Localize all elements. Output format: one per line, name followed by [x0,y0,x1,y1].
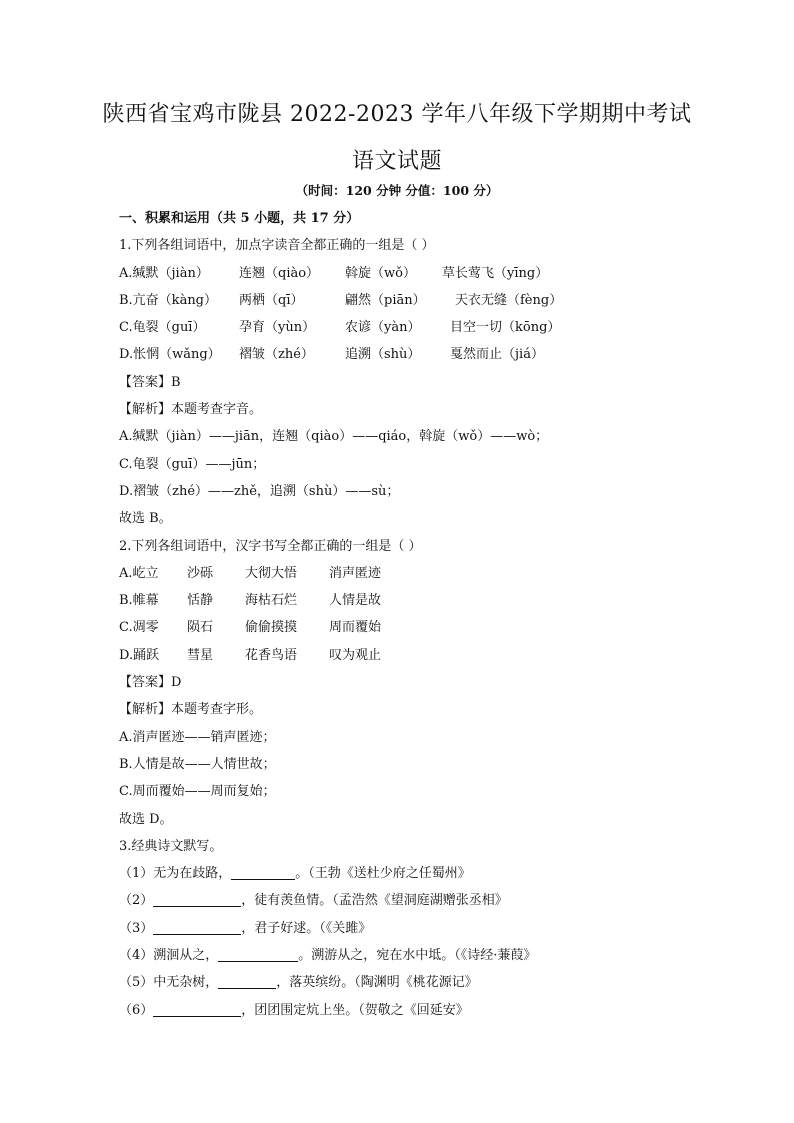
option-cell: 人情是故 [329,593,382,609]
q1-option-b [119,287,689,314]
q1-analysis-line: A.缄默（jiàn）——jiān，连翘（qiào）——qiáo，斡旋（wǒ）——wò； [119,429,549,445]
q2-option-d [119,642,689,669]
question-2-stem: 2.下列各组词语中，汉字书写全都正确的一组是（ ） [119,538,422,554]
q2-answer: 【答案】D [119,675,182,691]
option-cell: 追溯（shù） [345,347,421,363]
q2-analysis-line: B.人情是故——人情世故； [119,756,276,772]
item-prefix: （5）中无杂树， [119,975,219,991]
item-suffix: ，落英缤纷。（陶渊明《桃花源记》 [276,975,478,991]
q2-analysis-line: A.消声匿迹——销声匿迹； [119,729,276,745]
q1-conclusion: 故选 B。 [119,511,172,527]
option-cell: A.屹立 [119,565,159,581]
q2-conclusion: 故选 D。 [119,811,173,827]
q2-analysis-line: C.周而覆始——周而复始； [119,784,276,800]
q1-option-d [119,341,689,368]
option-cell: A.缄默（jiàn） [119,265,209,281]
option-cell: 褶皱（zhé） [239,347,314,363]
option-cell: 目空一切（kōng） [450,320,561,336]
q3-item-1 [119,860,689,887]
item-prefix: （4）溯洄从之， [119,948,219,964]
option-cell: B.亢奋（kàng） [119,292,218,308]
q3-item-2 [119,887,689,914]
q1-option-a [119,260,689,287]
answer-blank[interactable] [153,1001,241,1017]
option-cell: 沙砾 [187,565,214,581]
item-suffix: ，徒有羡鱼情。（孟浩然《望洞庭湖赠张丞相》 [241,893,508,909]
option-cell: C.龟裂（guī） [119,320,206,336]
q2-option-c [119,614,689,641]
answer-blank[interactable] [153,919,241,935]
option-cell: 天衣无缝（fèng） [455,292,563,308]
option-cell: 消声匿迹 [329,565,382,581]
option-cell: C.凋零 [119,620,159,636]
option-cell: 孕育（yùn） [239,320,316,336]
option-cell: 草长莺飞（yīng） [442,265,549,281]
item-suffix: ，团团围定炕上坐。（贺敬之《回延安》 [241,1002,469,1018]
q2-option-a [119,560,689,587]
answer-blank[interactable] [231,864,295,880]
item-suffix: 。溯游从之，宛在水中坻。（《诗经·蒹葭》 [298,948,537,964]
option-cell: 大彻大悟 [245,565,298,581]
option-cell: 周而覆始 [329,620,382,636]
option-cell: D.怅惘（wǎng） [119,347,221,363]
option-cell: 斡旋（wǒ） [345,265,416,281]
answer-blank[interactable] [153,891,241,907]
document-body [119,205,689,1024]
item-prefix: （6） [119,1002,154,1018]
item-suffix: 。（王勃《送杜少府之任蜀州》 [295,866,471,882]
answer-blank[interactable] [218,946,298,962]
q1-analysis-line: C.龟裂（guī）——jūn； [119,456,266,472]
option-cell: 陨石 [187,620,214,636]
q3-item-5 [119,969,689,996]
option-cell: B.帷幕 [119,593,159,609]
option-cell: 偷偷摸摸 [245,620,298,636]
q1-option-c [119,314,689,341]
answer-blank[interactable] [218,973,276,989]
option-cell: 叹为观止 [329,647,382,663]
option-cell: 花香鸟语 [245,647,298,663]
section-heading: 一、积累和运用（共 5 小题，共 17 分） [119,211,360,226]
option-cell: 翩然（piān） [345,292,426,308]
item-prefix: （1）无为在歧路， [119,866,232,882]
q2-option-b [119,587,689,614]
q1-analysis-line: D.褶皱（zhé）——zhě，追溯（shù）——sù； [119,483,400,499]
question-3-stem: 3.经典诗文默写。 [119,838,223,854]
item-prefix: （3） [119,920,154,936]
item-suffix: ，君子好逑。（《关雎》 [241,920,372,936]
exam-meta: （时间：120 分钟 分值：100 分） [295,183,499,198]
option-cell: 农谚（yàn） [345,320,421,336]
option-cell: 两栖（qī） [239,292,304,308]
q2-analysis-head: 【解析】本题考查字形。 [119,702,263,718]
option-cell: 恬静 [187,593,214,609]
q3-item-4 [119,942,689,969]
q3-item-6 [119,997,689,1024]
title-line-1: 陕西省宝鸡市陇县 2022-2023 学年八年级下学期期中考试 [102,102,692,127]
title-line-2: 语文试题 [351,149,442,174]
option-cell: D.踊跃 [119,647,160,663]
option-cell: 戛然而止（jiá） [450,347,544,363]
item-prefix: （2） [119,893,154,909]
q3-item-3 [119,915,689,942]
q1-answer: 【答案】B [119,374,181,390]
question-1-stem: 1.下列各组词语中，加点字读音全都正确的一组是（ ） [119,238,435,254]
option-cell: 海枯石烂 [245,593,298,609]
option-cell: 连翘（qiào） [239,265,320,281]
option-cell: 彗星 [187,647,214,663]
q1-analysis-head: 【解析】本题考查字音。 [119,402,263,418]
